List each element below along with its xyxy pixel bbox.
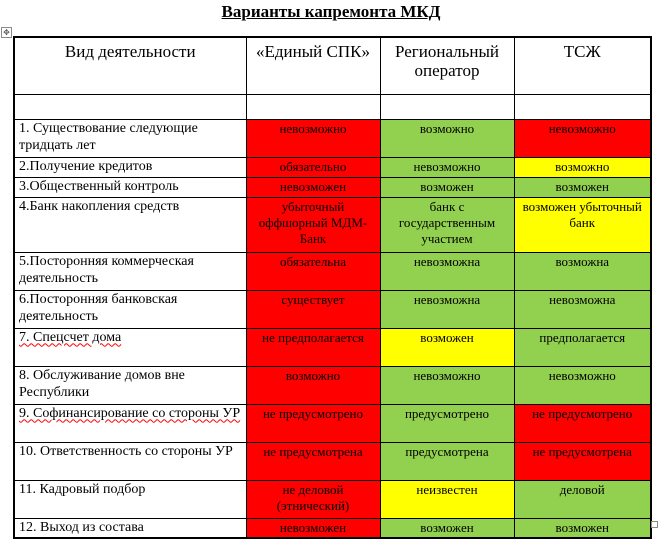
table-row (14, 119, 651, 157)
cell-tszh: не предусмотрено (514, 404, 651, 442)
cell-spk: не предусмотрено (246, 404, 380, 442)
table-row (14, 252, 651, 290)
spacer-cell (14, 94, 246, 119)
cell-spk: убыточный оффшорный МДМ-Банк (246, 197, 380, 252)
cell-regional: возможен (380, 328, 514, 366)
cell-regional: невозможна (380, 252, 514, 290)
row-label: 1. Существование следующие тридцать лет (14, 119, 246, 157)
cell-spk: обязательна (246, 252, 380, 290)
row-label: 4.Банк накопления средств (14, 197, 246, 252)
cell-regional: возможно (380, 119, 514, 157)
cell-tszh: возможен (514, 518, 651, 538)
row-label: 10. Ответственность со стороны УР (14, 442, 246, 480)
row-label: 3.Общественный контроль (14, 177, 246, 197)
cell-spk: существует (246, 290, 380, 328)
table-row (14, 442, 651, 480)
table-move-handle-icon[interactable]: ✥ (1, 27, 12, 38)
cell-spk: не предусмотрена (246, 442, 380, 480)
document-title: Варианты капремонта МКД (221, 2, 441, 21)
table-row (14, 404, 651, 442)
table-resize-handle[interactable] (651, 521, 658, 528)
table-row (14, 518, 651, 538)
spacer-cell (514, 94, 651, 119)
row-label: 12. Выход из состава (14, 518, 246, 538)
row-label-text: 7. Спецсчет дома (19, 329, 122, 345)
header-activity: Вид деятельности (14, 37, 246, 94)
row-label-text: 9. Софинансирование со стороны УР (19, 405, 241, 421)
cell-tszh: деловой (514, 480, 651, 518)
cell-regional: невозможно (380, 366, 514, 404)
cell-spk: невозможен (246, 518, 380, 538)
cell-regional: возможен (380, 518, 514, 538)
cell-regional: неизвестен (380, 480, 514, 518)
row-label: 2.Получение кредитов (14, 157, 246, 177)
row-label: 11. Кадровый подбор (14, 480, 246, 518)
row-label (14, 404, 246, 442)
cell-regional: невозможно (380, 157, 514, 177)
row-label: 6.Посторонняя банковская деятельность (14, 290, 246, 328)
table-row (14, 177, 651, 197)
spacer-cell (246, 94, 380, 119)
cell-regional: возможен (380, 177, 514, 197)
cell-regional: банк с государственным участием (380, 197, 514, 252)
table-row (14, 328, 651, 366)
row-label: 8. Обслуживание домов вне Республики (14, 366, 246, 404)
table-row (14, 157, 651, 177)
cell-tszh: возможен убыточный банк (514, 197, 651, 252)
cell-tszh: невозможно (514, 119, 651, 157)
cell-spk: возможно (246, 366, 380, 404)
cell-tszh: возможна (514, 252, 651, 290)
header-tszh: ТСЖ (514, 37, 651, 94)
comparison-table (13, 36, 652, 539)
cell-tszh: невозможна (514, 290, 651, 328)
spacer-row (14, 94, 651, 119)
header-row (14, 37, 651, 94)
cell-tszh: не предусмотрена (514, 442, 651, 480)
cell-tszh: предполагается (514, 328, 651, 366)
cell-tszh: невозможно (514, 366, 651, 404)
cell-regional: невозможна (380, 290, 514, 328)
spacer-cell (380, 94, 514, 119)
cell-regional: предусмотрена (380, 442, 514, 480)
cell-spk: невозможен (246, 177, 380, 197)
table-row (14, 480, 651, 518)
cell-tszh: возможно (514, 157, 651, 177)
cell-spk: невозможно (246, 119, 380, 157)
header-spk: «Единый СПК» (246, 37, 380, 94)
cell-spk: не предполагается (246, 328, 380, 366)
row-label (14, 328, 246, 366)
cell-tszh: возможен (514, 177, 651, 197)
table-row (14, 197, 651, 252)
table-row (14, 290, 651, 328)
table-row (14, 366, 651, 404)
cell-spk: обязательно (246, 157, 380, 177)
cell-spk: не деловой (этнический) (246, 480, 380, 518)
cell-regional: предусмотрено (380, 404, 514, 442)
row-label: 5.Посторонняя коммерческая деятельность (14, 252, 246, 290)
header-regional: Региональный оператор (380, 37, 514, 94)
